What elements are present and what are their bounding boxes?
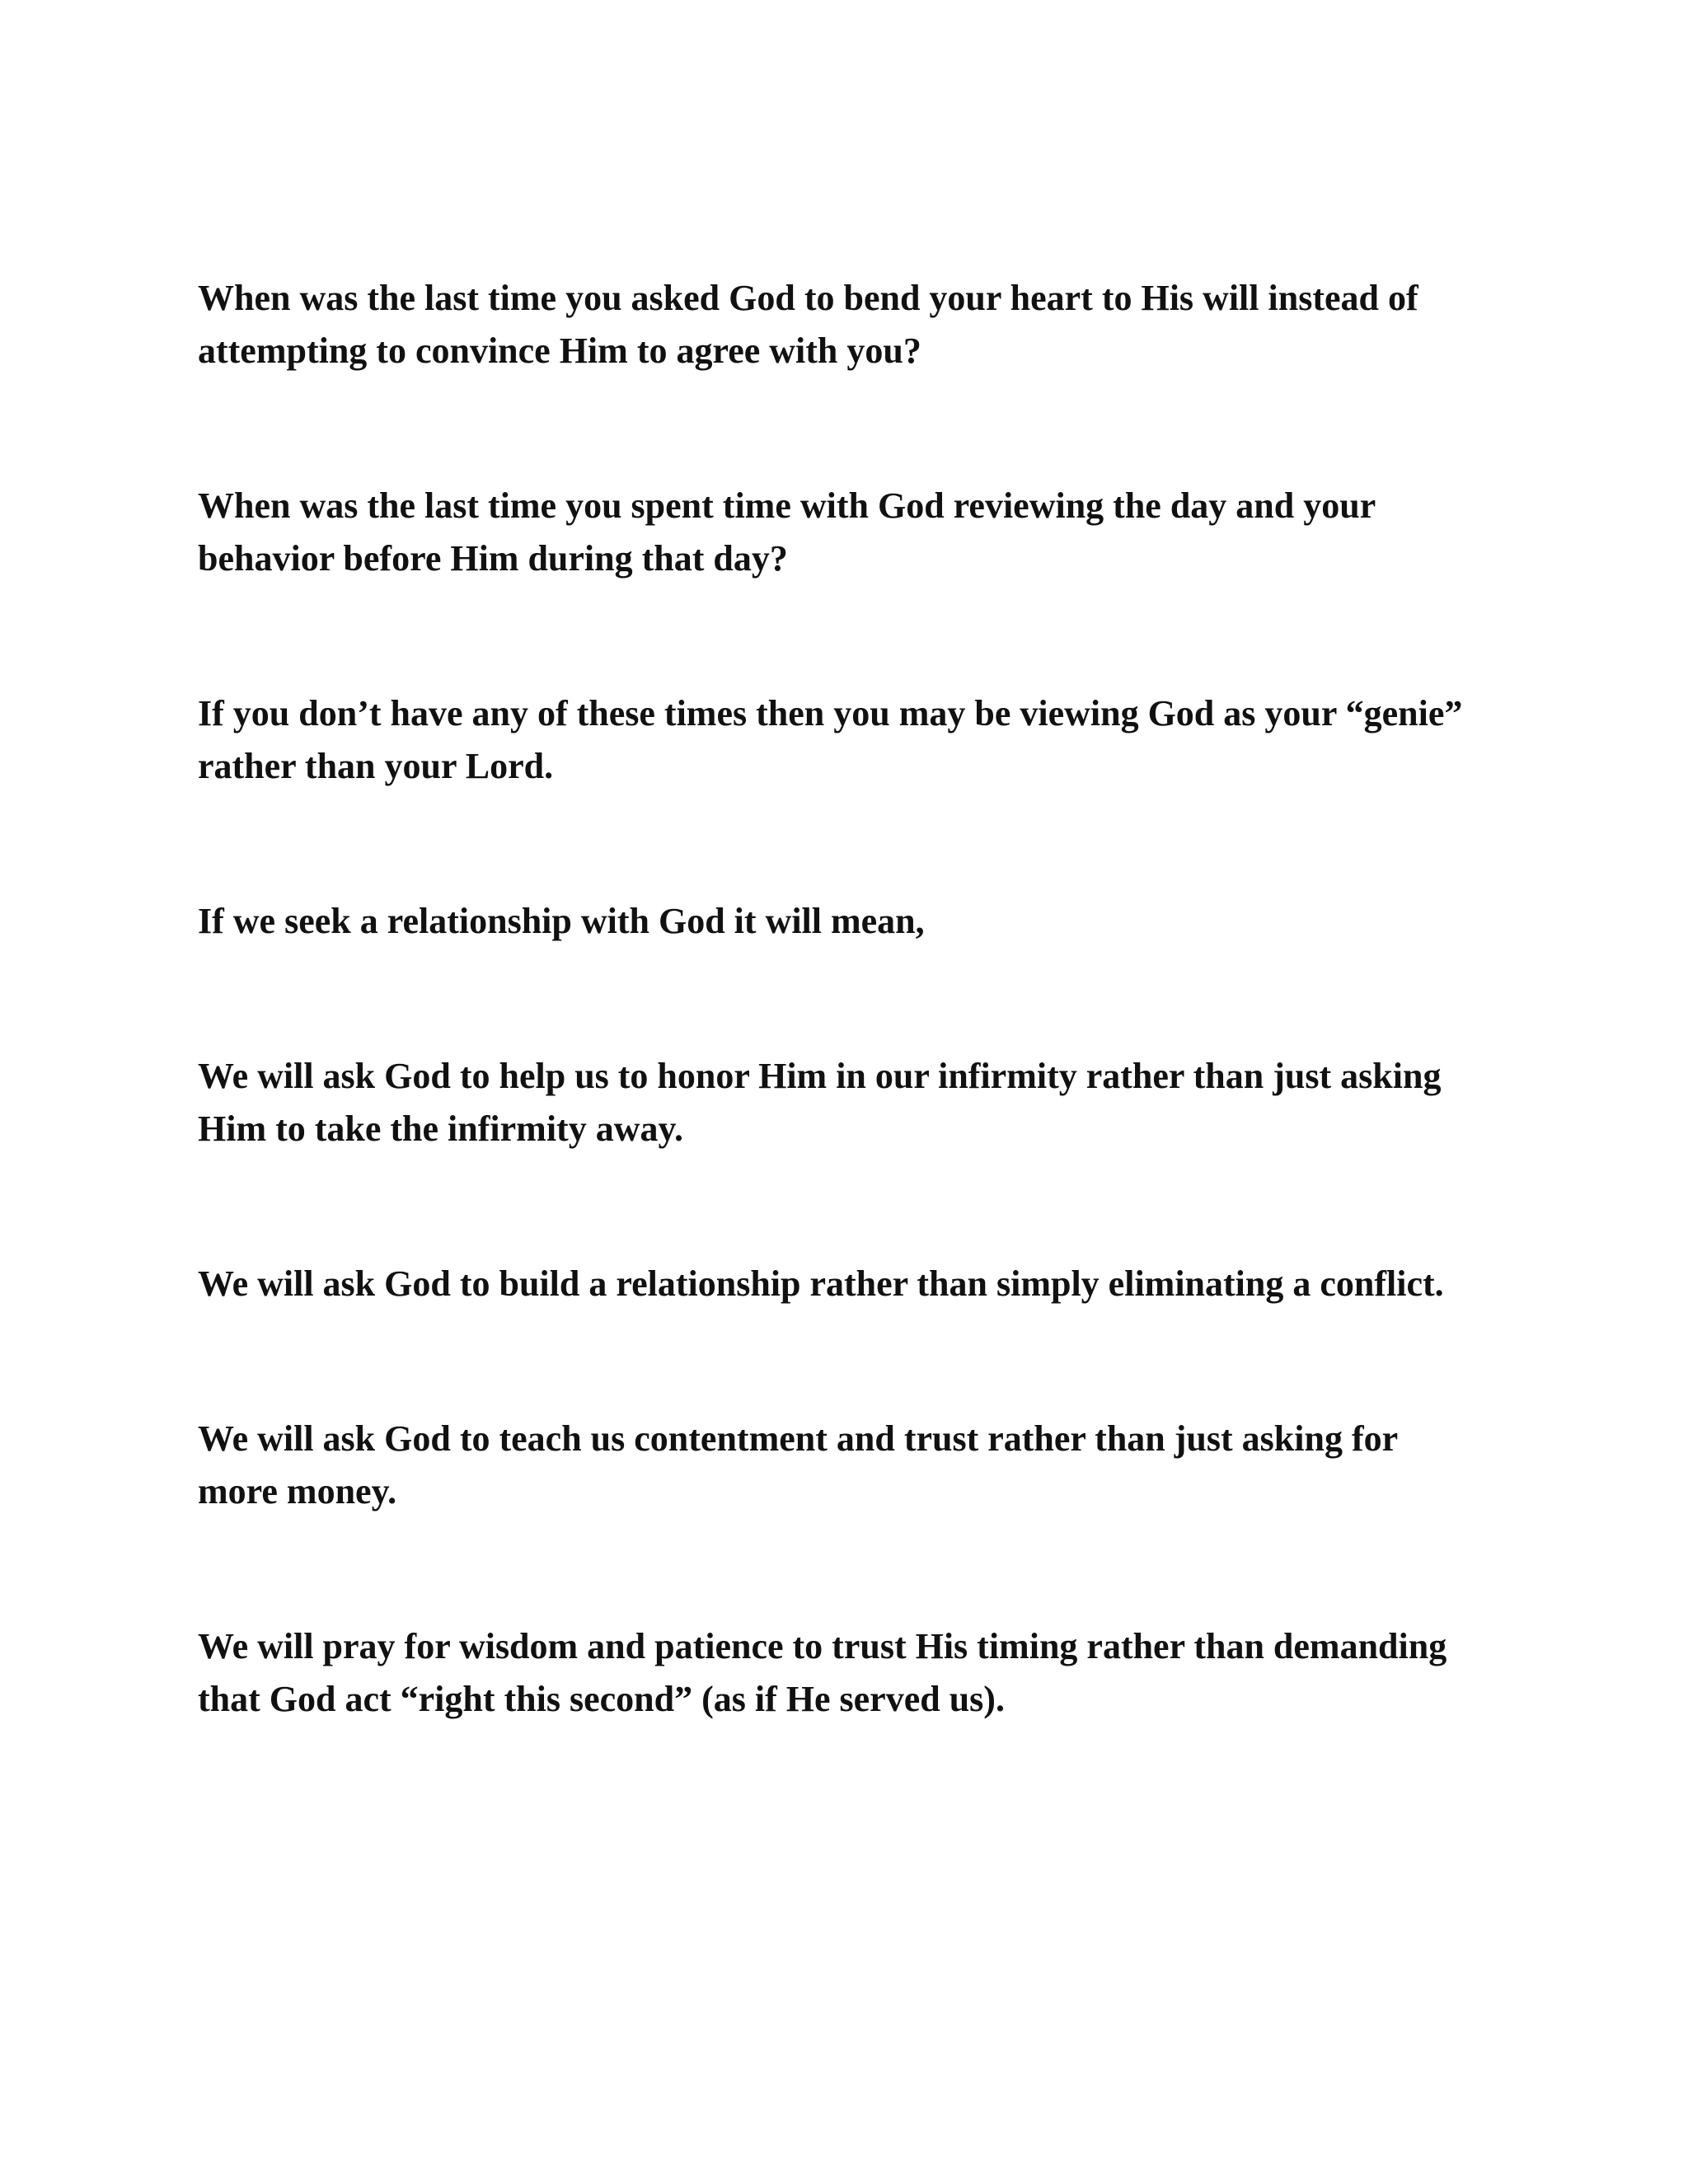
- paragraph-genie-rather-than-lord: If you don’t have any of these times then you may be viewing God as your “genie” rather than your Lord.: [198, 693, 1463, 786]
- document-body: [198, 272, 1484, 1828]
- paragraph-build-relationship: We will ask God to build a relationship rather than simply eliminating a conflict.: [198, 1263, 1444, 1304]
- paragraph-last-time-bend-heart: When was the last time you asked God to bend your heart to His will instead of attempting to convince Him to agree with you?: [198, 278, 1418, 371]
- paragraph-contentment-and-trust: We will ask God to teach us contentment and trust rather than just asking for more money.: [198, 1418, 1398, 1511]
- paragraph-honor-in-infirmity: We will ask God to help us to honor Him in our infirmity rather than just asking Him to take the infirmity away.: [198, 1056, 1442, 1149]
- paragraph-wisdom-and-patience: We will pray for wisdom and patience to trust His timing rather than demanding that God act “right this second” (as if He served us).: [198, 1626, 1447, 1719]
- paragraph-last-time-reviewing-day: When was the last time you spent time with God reviewing the day and your behavior before Him during that day?: [198, 485, 1376, 579]
- paragraph-seek-relationship: If we seek a relationship with God it will mean,: [198, 901, 925, 941]
